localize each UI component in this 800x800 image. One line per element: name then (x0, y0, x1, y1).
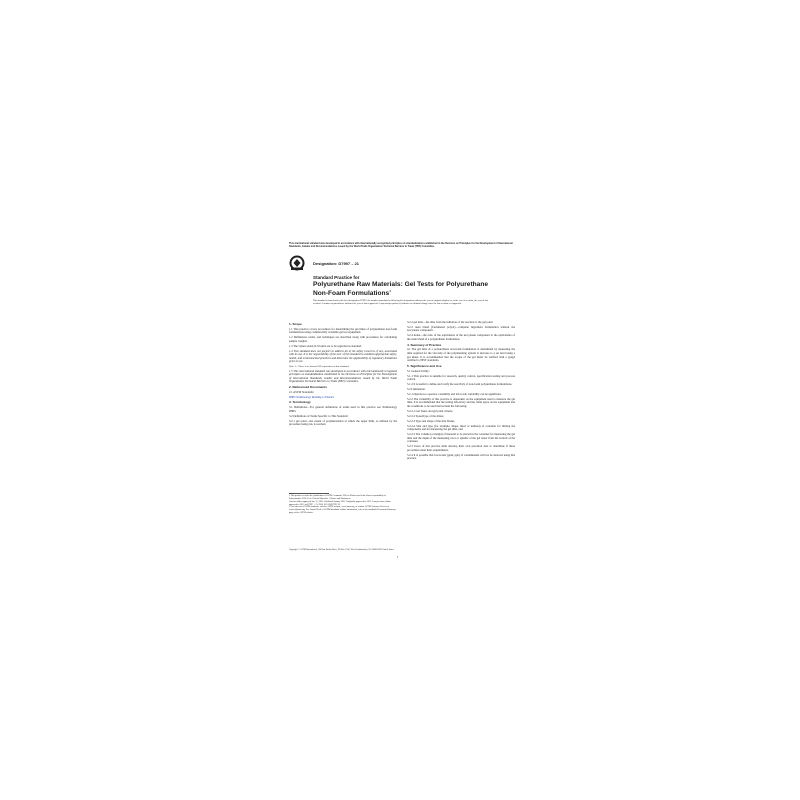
paragraph: 3.2.4 index—the ratio of the equivalents of the isocyanate component to the equivalents of the resin blend of a polyurethane formulation. (407, 333, 515, 341)
paragraph: 3.2.1 gel point—the extent of polymerization at which the upper limit, as defined by the procedure being run, is reached. (289, 418, 397, 427)
paragraph: 3.2.3 resin blend (formulated polyol)—complete ingredient formulation without the isocyanate component. (407, 324, 515, 333)
designation: Designation: D7997 – 21 (313, 261, 360, 266)
paragraph: 3.2.2 gel time—the time from the initiation of the reaction to the gel point. (407, 320, 494, 324)
paragraph: 5.1.1 This practice is suitable for research, quality control, specification testing and process control. (407, 373, 515, 382)
title-prefix: Standard Practice for (313, 275, 360, 280)
reference-link[interactable]: D883 Terminology Relating to Plastics (289, 394, 335, 399)
paragraph: 5.2.2.4 Size and type (for example, shape, lined or unlined) of container for mixing the components and for measuring the gel time, and (407, 423, 515, 432)
right-column (407, 321, 515, 462)
paragraph: 5.2.3 Users of this practice shall develop their own precision data to determine if these procedures meet their requirements. (407, 444, 515, 452)
section-heading: 2. Referenced Documents (289, 385, 327, 389)
paragraph: 3.2 Definitions of Terms Specific to This Standard: (289, 413, 349, 418)
paragraph: 5.2.2.3 Type and shape of the mix blades, (407, 418, 455, 423)
paragraph: 5.2.2 The variability of this practice is dependent on the equipment used to measure the gel time. It is recommended that the testing laboratory and the client agree on the equipment and the conditions to be used that include the following: (407, 396, 515, 408)
document-page (283, 235, 519, 568)
paragraph: 5.2.4 It is possible that low-levels (ppm, ppb) of contaminants will not be detected using this practice. (407, 452, 515, 461)
document-title (313, 275, 503, 298)
title-text: Polyurethane Raw Materials: Gel Tests for Polyurethane Non-Foam Formulations (313, 280, 489, 298)
page-number: 1 (397, 555, 399, 559)
paragraph: 1.3 The values stated in SI units are to be regarded as standard. (289, 343, 362, 348)
paragraph: 5.2.2.1 Gel Tester and gel point criteria, (407, 408, 453, 413)
section-heading: 3. Terminology (289, 400, 311, 405)
footnotes (289, 493, 397, 514)
paragraph: 4.1 The gel time of a polyurethane non-foam formulation is determined by measuring the time required for the viscosity of the polymerizing system to increase to a set level using a gel meter. It is recommended that the torque of the gel meter be verified with a gauge certified to NIST standards. (407, 347, 515, 363)
paragraph: 1.2 Definitions, terms, and techniques are described along with procedures for calculating sample weights. (289, 335, 397, 343)
note: Note 1—There is no known ISO equivalent to this standard. (289, 365, 350, 369)
footnote: 1 This practice is under the jurisdiction of ASTM Committee D20 on Plastics and is the direct responsibility of Subcommittee D20.22 on Cellular Materials - Plastics and Elastomers. (289, 495, 386, 501)
footnote: Current edition approved Jan. 15, 2021. Published January 2021. Originally approved in 2015. Last previous edition approved in 2015 as D7997 – 15. DOI: 10.1520/D7997-21. (289, 500, 391, 506)
header-notice: This international standard was developed in accordance with internationally recognized principles on standardization established in the Decision on Principles for the Development of International Standards, Guides and Recommendations issued by the World Trade Organization Technical Barriers to Trade (TBT) Committee. (289, 242, 513, 248)
paragraph: 5.1 General Utility: (407, 368, 430, 373)
paragraph: 5.2.1 Operator-to-operator variability and lab-to-lab variability can be significant. (407, 391, 502, 396)
footnote: 2 For referenced ASTM standards, visit the ASTM website, www.astm.org, or contact ASTM Customer Service at service@astm.org. For Annual Book of ASTM Standards volume information, refer to the standard's Document Summary page on the ASTM website. (289, 506, 396, 514)
paragraph: 5.2 Limitations: (407, 386, 426, 391)
paragraph: 3.1 Definitions—For general definitions of terms used in this practice see Terminology D883. (289, 405, 397, 413)
section-heading: 4. Summary of Practice (407, 342, 442, 347)
paragraph: 2.1 ASTM Standards: (289, 389, 315, 394)
paragraph: 5.2.2.2 Speed/type of the mixer, (407, 413, 444, 418)
title-footnote-mark: 1 (389, 288, 391, 293)
paragraph: 1.5 This international standard was developed in accordance with internationally recognized principles on standardization established in the Decision on Principles for the Development of International Standards, Guides and Recommendations issued by the World Trade Organization Technical Barriers to Trade (TBT) Committee. (289, 368, 397, 384)
section-heading: 1. Scope (289, 322, 302, 326)
copyright-line: Copyright © ASTM International, 100 Barr Harbor Drive, PO Box C700, West Conshohocken, PA 19428-2959. United States (289, 549, 394, 551)
title-main (313, 281, 503, 298)
paragraph: 5.1.2 It is useful to define and verify the reactivity of non-foam polyurethane formulations. (407, 382, 513, 386)
paragraph: 5.2.2.5 The volume (or height) of material to be placed in the container for measuring the gel time and the depth of the measuring rotor or spindle of the gel tester from the bottom of the container. (407, 432, 515, 444)
left-column (289, 321, 397, 428)
issue-note: This standard is issued under the fixed designation D7997; the number immediately following the designation indicates the year of original adoption or, in the case of revision, the year of last revision. A number in parentheses indicates the year of last reapproval. A superscript epsilon (ε) indicates an editorial change since the last revision or reapproval. (313, 300, 488, 305)
paragraph: 1.1 This practice covers procedures for determining the gel times of polyurethane non-foam formulations using commercially available gel test equipment. (289, 326, 397, 335)
paragraph: 1.4 This standard does not purport to address all of the safety concerns, if any, associated with its use. It is the responsibility of the user of this standard to establish appropriate safety, health, and environmental practices and determine the applicability of regulatory limitations prior to use. (289, 348, 397, 364)
astm-logo-icon (289, 255, 305, 271)
section-heading: 5. Significance and Use (407, 363, 442, 368)
